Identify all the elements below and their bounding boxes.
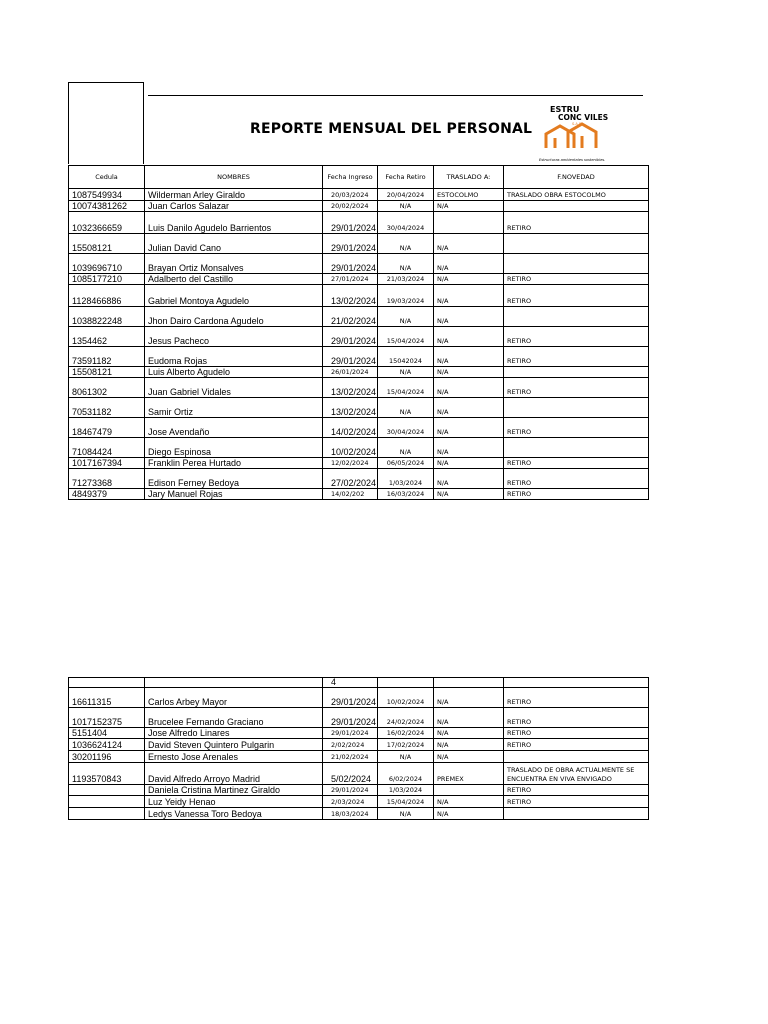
cell-traslado: N/A xyxy=(434,808,504,820)
cell-nombre: Jose Avendaño xyxy=(145,418,323,438)
cell-novedad xyxy=(504,367,649,378)
logo-text-mid: CONC VILES xyxy=(558,113,609,122)
cell-traslado: N/A xyxy=(434,469,504,489)
personnel-table-main xyxy=(68,165,649,500)
cell-nombre: Juan Carlos Salazar xyxy=(145,201,323,212)
cell-nombre: Carlos Arbey Mayor xyxy=(145,688,323,708)
cell-traslado: N/A xyxy=(434,728,504,739)
cell-fecha-ingreso: 14/02/202 xyxy=(323,489,378,500)
ingreso-fragment: 4 xyxy=(323,678,378,688)
cell-novedad xyxy=(504,307,649,327)
cell-fecha-ingreso: 5/02/2024 xyxy=(323,763,378,785)
cell-cedula: 15508121 xyxy=(69,234,145,254)
cell-traslado: N/A xyxy=(434,796,504,808)
table-row xyxy=(69,739,649,751)
cell-fecha-ingreso: 29/01/2024 xyxy=(323,688,378,708)
cell-fecha-retiro: N/A xyxy=(378,307,434,327)
cell-nombre: Gabriel Montoya Agudelo xyxy=(145,285,323,307)
cell-fecha-retiro: 30/04/2024 xyxy=(378,212,434,234)
table-row xyxy=(69,458,649,469)
cell-nombre: Luis Danilo Agudelo Barrientos xyxy=(145,212,323,234)
cell-fecha-retiro: 21/03/2024 xyxy=(378,274,434,285)
cell-cedula: 1128466886 xyxy=(69,285,145,307)
cell-traslado: N/A xyxy=(434,489,504,500)
cell-fecha-ingreso: 29/01/2024 xyxy=(323,327,378,347)
cell-novedad: RETIRO xyxy=(504,688,649,708)
cell-traslado: N/A xyxy=(434,438,504,458)
cell-cedula: 1085177210 xyxy=(69,274,145,285)
cell-novedad: RETIRO xyxy=(504,327,649,347)
cell-fecha-retiro: N/A xyxy=(378,751,434,763)
cell-nombre: Adalberto del Castillo xyxy=(145,274,323,285)
cell-fecha-ingreso: 13/02/2024 xyxy=(323,378,378,398)
table-row xyxy=(69,234,649,254)
cell-nombre: Jhon Dairo Cardona Agudelo xyxy=(145,307,323,327)
cell-fecha-ingreso: 21/02/2024 xyxy=(323,751,378,763)
cell-fecha-retiro: 20/04/2024 xyxy=(378,189,434,201)
cell-fecha-ingreso: 29/01/2024 xyxy=(323,347,378,367)
logo-frame xyxy=(68,82,144,164)
cell-fecha-ingreso: 27/02/2024 xyxy=(323,469,378,489)
cell-cedula: 5151404 xyxy=(69,728,145,739)
table-row xyxy=(69,347,649,367)
cell-fecha-retiro: 06/05/2024 xyxy=(378,458,434,469)
cell-fecha-retiro: N/A xyxy=(378,438,434,458)
cell-cedula: 1017167394 xyxy=(69,458,145,469)
cell-fecha-ingreso: 2/02/2024 xyxy=(323,739,378,751)
cell-fecha-retiro: 1/03/2024 xyxy=(378,469,434,489)
cell-fecha-retiro: 15042024 xyxy=(378,347,434,367)
cell-nombre: Eudoma Rojas xyxy=(145,347,323,367)
cell-novedad xyxy=(504,751,649,763)
table-row xyxy=(69,254,649,274)
table-row xyxy=(69,763,649,785)
cell-nombre: Diego Espinosa xyxy=(145,438,323,458)
col-header-nombres: NOMBRES xyxy=(145,166,323,189)
table-row xyxy=(69,728,649,739)
cell-novedad xyxy=(504,398,649,418)
cell-traslado: N/A xyxy=(434,201,504,212)
cell-fecha-ingreso: 20/03/2024 xyxy=(323,189,378,201)
table-row xyxy=(69,189,649,201)
cell-fecha-ingreso: 20/02/2024 xyxy=(323,201,378,212)
cell-fecha-ingreso: 10/02/2024 xyxy=(323,438,378,458)
cell-traslado: N/A xyxy=(434,458,504,469)
cell-traslado: N/A xyxy=(434,327,504,347)
cell-novedad xyxy=(504,254,649,274)
table-row xyxy=(69,327,649,347)
personnel-table-continued xyxy=(68,677,649,820)
cell-nombre: Ledys Vanessa Toro Bedoya xyxy=(145,808,323,820)
cell-fecha-retiro: N/A xyxy=(378,398,434,418)
logo-text-top: ESTRU xyxy=(550,105,580,114)
table-header-row xyxy=(69,166,649,189)
cell-novedad: RETIRO xyxy=(504,469,649,489)
cell-cedula: 1017152375 xyxy=(69,708,145,728)
cell-novedad xyxy=(504,234,649,254)
col-header-fecha-retiro: Fecha Retiro xyxy=(378,166,434,189)
cell-fecha-ingreso: 29/01/2024 xyxy=(323,785,378,796)
cell-nombre: Brayan Ortiz Monsalves xyxy=(145,254,323,274)
cell-traslado: N/A xyxy=(434,367,504,378)
cell-cedula xyxy=(69,808,145,820)
table-row xyxy=(69,367,649,378)
cell-cedula: 8061302 xyxy=(69,378,145,398)
cell-nombre: Jesus Pacheco xyxy=(145,327,323,347)
table-row xyxy=(69,378,649,398)
logo-tagline: Estructuras ambientales sostenibles. xyxy=(539,158,606,162)
table-row xyxy=(69,796,649,808)
cell-nombre: Luis Alberto Agudelo xyxy=(145,367,323,378)
cell-nombre: Edison Ferney Bedoya xyxy=(145,469,323,489)
cell-traslado: PREMEX xyxy=(434,763,504,785)
cell-nombre: Juan Gabriel Vidales xyxy=(145,378,323,398)
cell-cedula: 1087549934 xyxy=(69,189,145,201)
cell-traslado: N/A xyxy=(434,274,504,285)
cell-cedula: 16611315 xyxy=(69,688,145,708)
cell-traslado: N/A xyxy=(434,307,504,327)
report-title: REPORTE MENSUAL DEL PERSONAL xyxy=(250,121,533,137)
table-row xyxy=(69,489,649,500)
cell-fecha-ingreso: 29/01/2024 xyxy=(323,254,378,274)
company-logo xyxy=(538,102,626,166)
cell-novedad: TRASLADO OBRA ESTOCOLMO xyxy=(504,189,649,201)
cell-fecha-ingreso: 13/02/2024 xyxy=(323,398,378,418)
cell-fecha-ingreso: 12/02/2024 xyxy=(323,458,378,469)
cell-cedula: 1032366659 xyxy=(69,212,145,234)
cell-nombre: Franklin Perea Hurtado xyxy=(145,458,323,469)
cell-fecha-ingreso: 18/03/2024 xyxy=(323,808,378,820)
cell-fecha-retiro: 30/04/2024 xyxy=(378,418,434,438)
cell-nombre: Ernesto Jose Arenales xyxy=(145,751,323,763)
cell-fecha-ingreso: 29/01/2024 xyxy=(323,234,378,254)
cell-traslado xyxy=(434,785,504,796)
cell-fecha-ingreso: 2/03/2024 xyxy=(323,796,378,808)
cell-fecha-retiro: 15/04/2024 xyxy=(378,378,434,398)
cell-nombre: Julian David Cano xyxy=(145,234,323,254)
cell-novedad: RETIRO xyxy=(504,212,649,234)
cell-traslado: N/A xyxy=(434,378,504,398)
cell-traslado: N/A xyxy=(434,347,504,367)
cell-novedad: RETIRO xyxy=(504,378,649,398)
cell-fecha-retiro: 15/04/2024 xyxy=(378,327,434,347)
cell-novedad: RETIRO xyxy=(504,708,649,728)
cell-fecha-retiro: 15/04/2024 xyxy=(378,796,434,808)
table-row xyxy=(69,274,649,285)
col-header-traslado: TRASLADO A: xyxy=(434,166,504,189)
logo-text-sas: S.A.S. xyxy=(572,122,583,126)
cell-nombre: Samir Ortiz xyxy=(145,398,323,418)
cell-novedad: RETIRO xyxy=(504,489,649,500)
cell-fecha-retiro: N/A xyxy=(378,254,434,274)
cell-fecha-ingreso: 29/01/2024 xyxy=(323,708,378,728)
cell-cedula: 1193570843 xyxy=(69,763,145,785)
cell-cedula: 1039696710 xyxy=(69,254,145,274)
cell-fecha-ingreso: 29/01/2024 xyxy=(323,212,378,234)
table-row xyxy=(69,418,649,438)
cell-fecha-retiro: N/A xyxy=(378,234,434,254)
cell-fecha-retiro: 1/03/2024 xyxy=(378,785,434,796)
cell-novedad: TRASLADO DE OBRA ACTUALMENTE SE ENCUENTRA EN VIVA ENVIGADO xyxy=(504,763,649,785)
cell-fecha-retiro: 16/02/2024 xyxy=(378,728,434,739)
cell-novedad xyxy=(504,438,649,458)
cell-novedad: RETIRO xyxy=(504,785,649,796)
cell-traslado: N/A xyxy=(434,688,504,708)
cell-traslado: N/A xyxy=(434,285,504,307)
cell-nombre: David Steven Quintero Pulgarin xyxy=(145,739,323,751)
cell-cedula: 1038822248 xyxy=(69,307,145,327)
cell-fecha-retiro: 6/02/2024 xyxy=(378,763,434,785)
cell-cedula: 30201196 xyxy=(69,751,145,763)
cell-novedad xyxy=(504,201,649,212)
cell-nombre: Wilderman Arley Giraldo xyxy=(145,189,323,201)
cell-fecha-ingreso: 13/02/2024 xyxy=(323,285,378,307)
table-row xyxy=(69,785,649,796)
cell-novedad: RETIRO xyxy=(504,347,649,367)
cell-novedad: RETIRO xyxy=(504,728,649,739)
cell-cedula xyxy=(69,785,145,796)
cell-novedad: RETIRO xyxy=(504,739,649,751)
cell-traslado: N/A xyxy=(434,708,504,728)
cell-novedad xyxy=(504,808,649,820)
cell-fecha-retiro: 10/02/2024 xyxy=(378,688,434,708)
table-row xyxy=(69,469,649,489)
cell-fecha-retiro: N/A xyxy=(378,808,434,820)
cell-cedula: 18467479 xyxy=(69,418,145,438)
cell-nombre: Brucelee Fernando Graciano xyxy=(145,708,323,728)
cell-traslado: N/A xyxy=(434,739,504,751)
table-row xyxy=(69,438,649,458)
cell-cedula xyxy=(69,796,145,808)
col-header-fecha-ingreso: Fecha Ingreso xyxy=(323,166,378,189)
cell-cedula: 1354462 xyxy=(69,327,145,347)
table-row xyxy=(69,285,649,307)
cell-cedula: 70531182 xyxy=(69,398,145,418)
col-header-cedula: Cedula xyxy=(69,166,145,189)
cell-cedula: 15508121 xyxy=(69,367,145,378)
cell-fecha-retiro: N/A xyxy=(378,201,434,212)
logo-house-icon xyxy=(546,124,596,148)
cell-cedula: 4849379 xyxy=(69,489,145,500)
col-header-novedad: F.NOVEDAD xyxy=(504,166,649,189)
cell-cedula: 71273368 xyxy=(69,469,145,489)
cell-novedad: RETIRO xyxy=(504,285,649,307)
cell-novedad: RETIRO xyxy=(504,274,649,285)
cell-cedula: 10074381262 xyxy=(69,201,145,212)
cell-traslado: N/A xyxy=(434,751,504,763)
cell-fecha-ingreso: 21/02/2024 xyxy=(323,307,378,327)
cell-fecha-retiro: 16/03/2024 xyxy=(378,489,434,500)
cell-nombre: David Alfredo Arroyo Madrid xyxy=(145,763,323,785)
table-row xyxy=(69,808,649,820)
cell-novedad: RETIRO xyxy=(504,458,649,469)
cell-nombre: Luz Yeidy Henao xyxy=(145,796,323,808)
cell-fecha-retiro: N/A xyxy=(378,367,434,378)
table-row xyxy=(69,201,649,212)
title-rule xyxy=(148,95,643,96)
table-row xyxy=(69,212,649,234)
cell-nombre: Jose Alfredo Linares xyxy=(145,728,323,739)
cell-fecha-ingreso: 29/01/2024 xyxy=(323,728,378,739)
cell-traslado xyxy=(434,212,504,234)
cell-traslado: N/A xyxy=(434,418,504,438)
table-row xyxy=(69,307,649,327)
cell-fecha-ingreso: 26/01/2024 xyxy=(323,367,378,378)
cell-traslado: N/A xyxy=(434,398,504,418)
table-row xyxy=(69,688,649,708)
cell-nombre: Daniela Cristina Martinez Giraldo xyxy=(145,785,323,796)
cell-fecha-retiro: 24/02/2024 xyxy=(378,708,434,728)
cell-traslado: N/A xyxy=(434,234,504,254)
cell-novedad: RETIRO xyxy=(504,418,649,438)
cell-cedula: 73591182 xyxy=(69,347,145,367)
cell-cedula: 1036624124 xyxy=(69,739,145,751)
table-row-fragment xyxy=(69,678,649,688)
cell-traslado: ESTOCOLMO xyxy=(434,189,504,201)
cell-fecha-ingreso: 27/01/2024 xyxy=(323,274,378,285)
table-row xyxy=(69,751,649,763)
cell-novedad: RETIRO xyxy=(504,796,649,808)
cell-fecha-retiro: 17/02/2024 xyxy=(378,739,434,751)
table-row xyxy=(69,708,649,728)
cell-fecha-retiro: 19/03/2024 xyxy=(378,285,434,307)
cell-nombre: Jary Manuel Rojas xyxy=(145,489,323,500)
cell-fecha-ingreso: 14/02/2024 xyxy=(323,418,378,438)
cell-traslado: N/A xyxy=(434,254,504,274)
cell-cedula: 71084424 xyxy=(69,438,145,458)
table-row xyxy=(69,398,649,418)
